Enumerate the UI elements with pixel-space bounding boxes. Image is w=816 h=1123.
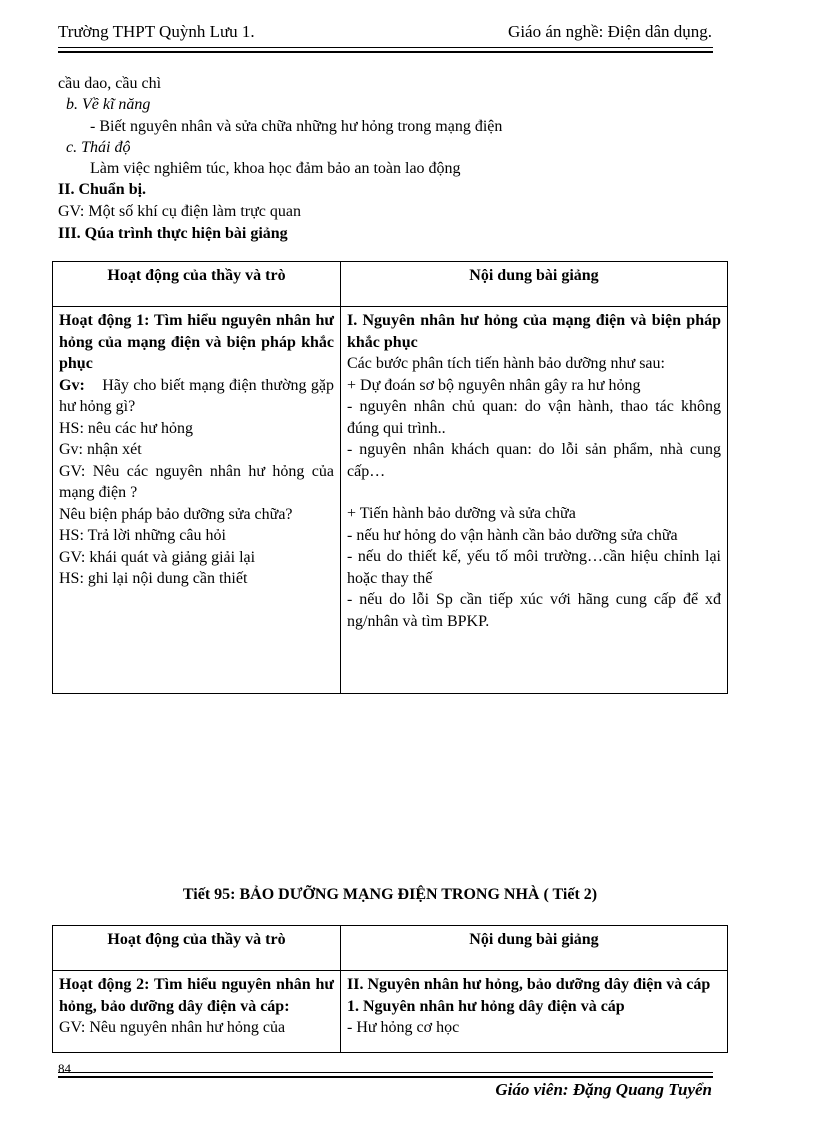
section1-intro: Các bước phân tích tiến hành bảo dưỡng như sau: (347, 355, 665, 372)
skill-heading: b. Về kĩ năng (66, 96, 151, 113)
intro-line1: cầu dao, cầu chì (58, 75, 162, 92)
footer-rule-2 (58, 1076, 713, 1078)
skill-text: - Biết nguyên nhân và sửa chữa những hư hỏng trong mạng điện (90, 118, 503, 135)
step2: + Tiến hành bảo dưỡng và sửa chữa (347, 505, 576, 522)
table2-right-cell (341, 971, 728, 1053)
prep-heading: II. Chuẩn bị. (58, 181, 147, 198)
table1-right-cell (341, 307, 728, 694)
footer-teacher: Giáo viên: Đặng Quang Tuyển (495, 1080, 712, 1099)
table1-col2-header: Nội dung bài giảng (341, 262, 728, 307)
header-subject: Giáo án nghề: Điện dân dụng. (508, 22, 712, 41)
step2-item: - nếu do lỗi Sp cần tiếp xúc với hãng cung cấp để xđ ng/nhân và tìm BPKP. (347, 591, 721, 630)
activity2-title: Hoạt động 2: Tìm hiểu nguyên nhân hư hỏng, bảo dưỡng dây điện và cáp: (59, 976, 334, 1015)
process-heading: III. Qúa trình thực hiện bài giảng (58, 225, 288, 242)
left-line: HS: Trả lời những câu hỏi (59, 527, 226, 544)
page-number: 84 (58, 1061, 71, 1076)
left-line: GV: khái quát và giảng giải lại (59, 548, 256, 566)
gv-label: Gv: (59, 376, 85, 394)
left-line: Gv: nhận xét (59, 441, 142, 458)
blank-line (347, 482, 721, 503)
table2-col2-header: Nội dung bài giảng (341, 926, 728, 971)
gv-question: Hãy cho biết mạng điện thường gặp hư hỏng gì? (59, 376, 335, 415)
table1-left-cell (53, 307, 341, 694)
attitude-text: Làm việc nghiêm túc, khoa học đảm bảo an toàn lao động (90, 160, 461, 177)
left-line: HS: nêu các hư hỏng (59, 419, 193, 437)
table1-col1-header: Hoạt động của thầy và trò (53, 262, 341, 307)
step1: + Dự đoán sơ bộ nguyên nhân gây ra hư hỏng (347, 376, 641, 394)
section2-item: - Hư hỏng cơ học (347, 1019, 460, 1036)
left-line: Nêu biện pháp bảo dưỡng sửa chữa? (59, 505, 293, 523)
lesson-title: Tiết 95: BẢO DƯỠNG MẠNG ĐIỆN TRONG NHÀ ( Tiết 2) (182, 886, 598, 903)
table2-left-line: GV: Nêu nguyên nhân hư hỏng của (59, 1019, 286, 1036)
lesson-table-1 (52, 261, 728, 694)
header-school: Trường THPT Quỳnh Lưu 1. (58, 22, 255, 41)
footer-rule-1 (58, 1072, 713, 1073)
left-line: GV: Nêu các nguyên nhân hư hỏng của mạng điện ? (59, 462, 334, 501)
table2-left-cell (53, 971, 341, 1053)
activity1-title: Hoạt động 1: Tìm hiểu nguyên nhân hư hỏng của mạng điện và biện pháp khắc phục (59, 312, 334, 372)
attitude-heading: c. Thái độ (66, 139, 131, 156)
table2-col1-header: Hoạt động của thầy và trò (53, 926, 341, 971)
prep-text: GV: Một số khí cụ điện làm trực quan (58, 203, 301, 220)
subsection2-1: 1. Nguyên nhân hư hỏng dây điện và cáp (347, 997, 625, 1015)
header-rule-1 (58, 47, 713, 48)
header-rule-2 (58, 51, 713, 53)
step1-item: - nguyên nhân khách quan: do lỗi sản phẩm, nhà cung cấp… (347, 441, 721, 480)
left-line: HS: ghi lại nội dung cần thiết (59, 570, 248, 587)
lesson-table-2 (52, 925, 728, 1053)
step1-item: - nguyên nhân chủ quan: do vận hành, thao tác không đúng qui trình.. (347, 398, 721, 437)
section1-title: I. Nguyên nhân hư hỏng của mạng điện và biện pháp khắc phục (347, 312, 721, 351)
step2-item: - nếu hư hỏng do vận hành cần bảo dưỡng sửa chữa (347, 526, 678, 544)
step2-item: - nếu do thiết kế, yếu tố môi trường…cần hiệu chỉnh lại hoặc thay thế (347, 548, 721, 587)
section2-title: II. Nguyên nhân hư hỏng, bảo dưỡng dây điện và cáp (347, 976, 711, 993)
